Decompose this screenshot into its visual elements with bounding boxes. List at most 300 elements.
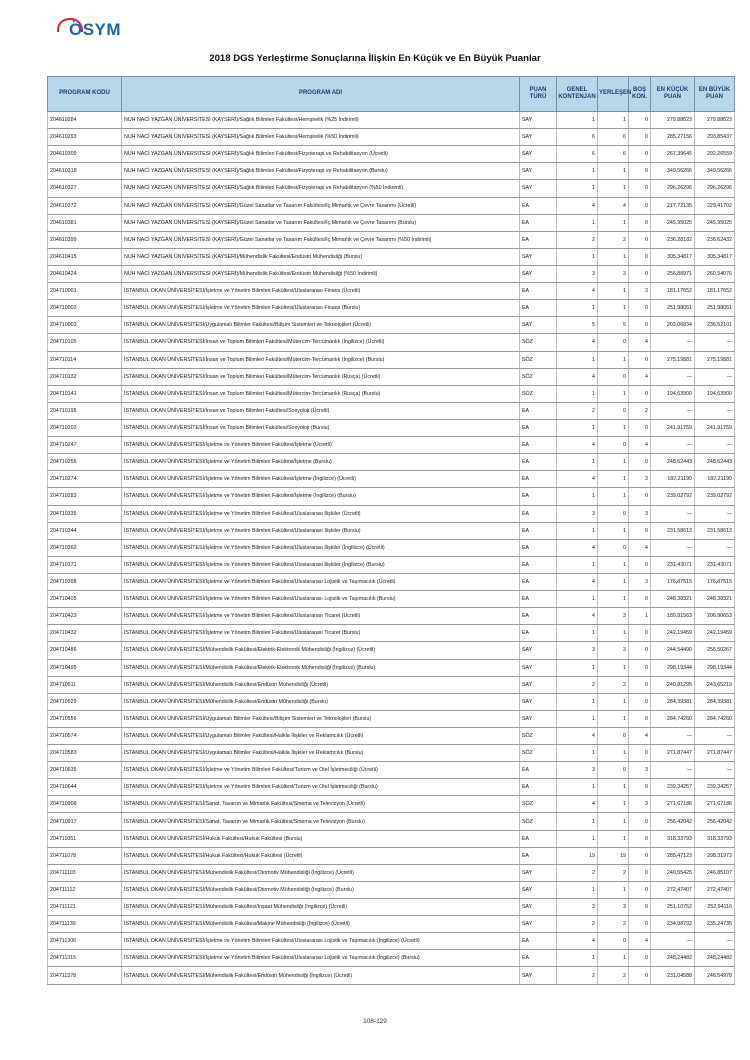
min-score-cell: 239,34257 [651,779,695,796]
empty-quota-cell: 0 [629,351,651,368]
empty-quota-cell: 0 [629,556,651,573]
placed-cell: 1 [598,556,629,573]
program-code-cell: 204610318 [48,163,122,180]
table-row [48,967,735,984]
empty-quota-cell: 0 [629,864,651,881]
min-score-cell: 251,10752 [651,899,695,916]
program-name-cell: NUH NACİ YAZGAN ÜNİVERSİTESİ (KAYSERİ)/Sağlık Bilimleri Fakültesi/Fizyoterapi ve Rehabilitasyon (%50 İndirimli) [122,180,520,197]
empty-quota-cell: 0 [629,642,651,659]
program-name-cell: İSTANBUL OKAN ÜNİVERSİTESİ/İnsan ve Toplum Bilimleri Fakültesi/Sosyoloji (Ücretli) [122,402,520,419]
max-score-cell: — [695,368,735,385]
max-score-cell: 236,52101 [695,317,735,334]
table-row [48,556,735,573]
program-code-cell: 204710002 [48,300,122,317]
max-score-cell: 239,34257 [695,779,735,796]
score-type-cell: EA [520,471,557,488]
program-code-cell: 204710247 [48,437,122,454]
min-score-cell: 248,24482 [651,950,695,967]
score-type-cell: EA [520,933,557,950]
placed-cell: 0 [598,402,629,419]
placed-cell: 1 [598,659,629,676]
max-score-cell: 284,74260 [695,710,735,727]
table-row [48,847,735,864]
max-score-cell: 252,94116 [695,899,735,916]
min-score-cell: 285,27156 [651,129,695,146]
empty-quota-cell: 0 [629,265,651,282]
program-code-cell: 204710283 [48,488,122,505]
column-header-puan-turu: PUAN TÜRÜ [520,77,557,112]
score-type-cell: SÖZ [520,385,557,402]
placed-cell: 2 [598,916,629,933]
score-type-cell: SAY [520,146,557,163]
table-row [48,727,735,744]
column-header-yerlesen: YERLEŞEN [598,77,629,112]
min-score-cell: — [651,727,695,744]
table-row [48,351,735,368]
max-score-cell: 206,90653 [695,608,735,625]
max-score-cell: 298,19344 [695,659,735,676]
placed-cell: 1 [598,248,629,265]
min-score-cell: — [651,437,695,454]
max-score-cell: 256,50267 [695,642,735,659]
empty-quota-cell: 4 [629,334,651,351]
empty-quota-cell: 4 [629,368,651,385]
max-score-cell: — [695,334,735,351]
placed-cell: 2 [598,967,629,984]
max-score-cell: 231,43071 [695,556,735,573]
empty-quota-cell: 4 [629,539,651,556]
max-score-cell: 251,98051 [695,300,735,317]
program-name-cell: İSTANBUL OKAN ÜNİVERSİTESİ/İşletme ve Yönetim Bilimleri Fakültesi/Uluslararası İlişkiler (İngilizce) (Ücretli) [122,539,520,556]
table-row [48,608,735,625]
placed-cell: 3 [598,265,629,282]
score-type-cell: EA [520,283,557,300]
program-name-cell: İSTANBUL OKAN ÜNİVERSİTESİ/İnsan ve Toplum Bilimleri Fakültesi/Mütercim-Tercümanlık (Rusça) (Ücretli) [122,368,520,385]
program-name-cell: İSTANBUL OKAN ÜNİVERSİTESİ/İşletme ve Yönetim Bilimleri Fakültesi/Uluslararası Lojistik ve Taşımacılık (Burslu) [122,591,520,608]
table-row [48,300,735,317]
empty-quota-cell: 3 [629,573,651,590]
program-code-cell: 204710256 [48,454,122,471]
score-type-cell: SAY [520,265,557,282]
program-code-cell: 204710917 [48,813,122,830]
quota-cell: 19 [557,847,598,864]
max-score-cell: 248,24482 [695,950,735,967]
program-code-cell: 204711051 [48,830,122,847]
score-type-cell: SAY [520,710,557,727]
table-row [48,265,735,282]
table-row [48,385,735,402]
max-score-cell: 246,85107 [695,864,735,881]
program-code-cell: 204710908 [48,796,122,813]
table-row [48,950,735,967]
max-score-cell: — [695,437,735,454]
empty-quota-cell: 0 [629,488,651,505]
program-code-cell: 204710432 [48,625,122,642]
placed-cell: 2 [598,864,629,881]
min-score-cell: — [651,505,695,522]
quota-cell: 1 [557,248,598,265]
table-row [48,419,735,436]
quota-cell: 1 [557,300,598,317]
min-score-cell: 271,67186 [651,796,695,813]
max-score-cell: 292,26559 [695,146,735,163]
placed-cell: 1 [598,454,629,471]
placed-cell: 0 [598,437,629,454]
quota-cell: 1 [557,214,598,231]
program-code-cell: 204710141 [48,385,122,402]
program-name-cell: NUH NACİ YAZGAN ÜNİVERSİTESİ (KAYSERİ)/Sağlık Bilimleri Fakültesi/Hemşirelik (%25 İndirimli) [122,112,520,129]
score-type-cell: SÖZ [520,796,557,813]
program-name-cell: İSTANBUL OKAN ÜNİVERSİTESİ/Hukuk Fakültesi/Hukuk Fakültesi (Burslu) [122,830,520,847]
program-code-cell: 204711306 [48,933,122,950]
program-code-cell: 204711139 [48,916,122,933]
program-code-cell: 204711103 [48,864,122,881]
table-row [48,864,735,881]
quota-cell: 1 [557,419,598,436]
placed-cell: 4 [598,197,629,214]
empty-quota-cell: 0 [629,625,651,642]
empty-quota-cell: 0 [629,881,651,898]
min-score-cell: 217,72135 [651,197,695,214]
min-score-cell: 239,02792 [651,488,695,505]
quota-cell: 1 [557,488,598,505]
program-name-cell: İSTANBUL OKAN ÜNİVERSİTESİ/Mühendislik Fakültesi/Endüstri Mühendisliği (Ücretli) [122,676,520,693]
max-score-cell: 235,24735 [695,916,735,933]
min-score-cell: 244,54490 [651,642,695,659]
placed-cell: 3 [598,608,629,625]
quota-cell: 4 [557,471,598,488]
max-score-cell: 242,19459 [695,625,735,642]
placed-cell: 1 [598,881,629,898]
table-row [48,539,735,556]
table-row [48,402,735,419]
program-code-cell: 204710371 [48,556,122,573]
program-name-cell: İSTANBUL OKAN ÜNİVERSİTESİ/Uygulamalı Bilimler Fakültesi/Halkla İlişkiler ve Reklamcılık (Ücretli) [122,727,520,744]
table-row [48,933,735,950]
score-type-cell: EA [520,539,557,556]
score-type-cell: SAY [520,248,557,265]
placed-cell: 3 [598,642,629,659]
max-score-cell: — [695,727,735,744]
score-type-cell: SAY [520,112,557,129]
empty-quota-cell: 0 [629,300,651,317]
empty-quota-cell: 0 [629,129,651,146]
quota-cell: 3 [557,762,598,779]
min-score-cell: 194,63900 [651,385,695,402]
score-type-cell: SAY [520,864,557,881]
program-code-cell: 204710405 [48,591,122,608]
quota-cell: 4 [557,608,598,625]
table-row [48,146,735,163]
placed-cell: 19 [598,847,629,864]
program-code-cell: 204710335 [48,505,122,522]
placed-cell: 1 [598,591,629,608]
min-score-cell: 231,04588 [651,967,695,984]
max-score-cell: — [695,505,735,522]
program-code-cell: 204710003 [48,317,122,334]
quota-cell: 1 [557,351,598,368]
program-name-cell: İSTANBUL OKAN ÜNİVERSİTESİ/İşletme ve Yönetim Bilimleri Fakültesi/Turizm ve Otel İşletmeciliği (Ücretli) [122,762,520,779]
empty-quota-cell: 0 [629,231,651,248]
program-code-cell: 204610284 [48,112,122,129]
program-code-cell: 204610381 [48,214,122,231]
max-score-cell: 181,17652 [695,283,735,300]
max-score-cell: 229,41702 [695,197,735,214]
score-type-cell: EA [520,779,557,796]
score-type-cell: EA [520,573,557,590]
program-name-cell: İSTANBUL OKAN ÜNİVERSİTESİ/Uygulamalı Bilimler Fakültesi/Bilişim Sistemleri ve Teknolojileri (Ücretli) [122,317,520,334]
placed-cell: 1 [598,112,629,129]
min-score-cell: 189,81563 [651,608,695,625]
program-name-cell: İSTANBUL OKAN ÜNİVERSİTESİ/İşletme ve Yönetim Bilimleri Fakültesi/Uluslararası Finans (Burslu) [122,300,520,317]
quota-cell: 1 [557,710,598,727]
program-code-cell: 204710635 [48,762,122,779]
max-score-cell: 298,31973 [695,847,735,864]
table-row [48,813,735,830]
program-name-cell: İSTANBUL OKAN ÜNİVERSİTESİ/İşletme ve Yönetim Bilimleri Fakültesi/Uluslararası Lojistik ve Taşımacılık (Ücretli) [122,573,520,590]
min-score-cell: 296,26296 [651,180,695,197]
quota-cell: 1 [557,556,598,573]
program-name-cell: İSTANBUL OKAN ÜNİVERSİTESİ/İşletme ve Yönetim Bilimleri Fakültesi/İşletme (Burslu) [122,454,520,471]
score-type-cell: EA [520,556,557,573]
max-score-cell: 246,54978 [695,967,735,984]
program-name-cell: İSTANBUL OKAN ÜNİVERSİTESİ/İşletme ve Yönetim Bilimleri Fakültesi/Uluslararası İlişkiler (Ücretli) [122,505,520,522]
score-type-cell: SÖZ [520,351,557,368]
max-score-cell: 239,02792 [695,488,735,505]
placed-cell: 0 [598,539,629,556]
placed-cell: 0 [598,762,629,779]
min-score-cell: 298,19344 [651,659,695,676]
table-row [48,437,735,454]
program-name-cell: İSTANBUL OKAN ÜNİVERSİTESİ/Mühendislik Fakültesi/Makine Mühendisliği (İngilizce) (Ücretli) [122,916,520,933]
table-header-row [48,77,735,112]
quota-cell: 2 [557,231,598,248]
score-type-cell: EA [520,830,557,847]
quota-cell: 3 [557,505,598,522]
score-type-cell: EA [520,488,557,505]
program-code-cell: 204710274 [48,471,122,488]
program-code-cell: 204711121 [48,899,122,916]
min-score-cell: 240,55425 [651,864,695,881]
max-score-cell: — [695,402,735,419]
quota-cell: 3 [557,899,598,916]
placed-cell: 0 [598,368,629,385]
program-code-cell: 204610327 [48,180,122,197]
empty-quota-cell: 0 [629,967,651,984]
max-score-cell: 272,47407 [695,881,735,898]
score-type-cell: EA [520,591,557,608]
empty-quota-cell: 0 [629,676,651,693]
page-number: 108-129 [363,1018,387,1025]
quota-cell: 1 [557,881,598,898]
program-code-cell: 204711078 [48,847,122,864]
quota-cell: 3 [557,642,598,659]
empty-quota-cell: 0 [629,847,651,864]
quota-cell: 6 [557,146,598,163]
placed-cell: 1 [598,214,629,231]
program-code-cell: 204710398 [48,573,122,590]
empty-quota-cell: 4 [629,933,651,950]
empty-quota-cell: 0 [629,419,651,436]
quota-cell: 5 [557,317,598,334]
osym-logo [55,18,125,48]
max-score-cell: — [695,762,735,779]
max-score-cell: 271,87447 [695,745,735,762]
empty-quota-cell: 0 [629,163,651,180]
program-code-cell: 204710132 [48,368,122,385]
program-name-cell: İSTANBUL OKAN ÜNİVERSİTESİ/Uygulamalı Bilimler Fakültesi/Halkla İlişkiler ve Reklamcılık (Burslu) [122,745,520,762]
program-name-cell: İSTANBUL OKAN ÜNİVERSİTESİ/Mühendislik Fakültesi/Endüstri Mühendisliği (Burslu) [122,693,520,710]
empty-quota-cell: 0 [629,197,651,214]
table-row [48,197,735,214]
program-name-cell: İSTANBUL OKAN ÜNİVERSİTESİ/İşletme ve Yönetim Bilimleri Fakültesi/İşletme (İngilizce) (Ücretli) [122,471,520,488]
empty-quota-cell: 3 [629,796,651,813]
score-type-cell: EA [520,625,557,642]
table-row [48,248,735,265]
quota-cell: 1 [557,659,598,676]
column-header-bos-kon: BOŞ KON. [629,77,651,112]
empty-quota-cell: 0 [629,693,651,710]
quota-cell: 4 [557,283,598,300]
placed-cell: 0 [598,727,629,744]
table-row [48,591,735,608]
table-row [48,899,735,916]
program-name-cell: İSTANBUL OKAN ÜNİVERSİTESİ/İşletme ve Yönetim Bilimleri Fakültesi/İşletme (İngilizce) (Burslu) [122,488,520,505]
table-row [48,762,735,779]
placed-cell: 1 [598,693,629,710]
placed-cell: 1 [598,163,629,180]
score-type-cell: EA [520,231,557,248]
min-score-cell: 256,88971 [651,265,695,282]
score-type-cell: SAY [520,659,557,676]
max-score-cell: 176,87515 [695,573,735,590]
empty-quota-cell: 0 [629,214,651,231]
max-score-cell: 296,26296 [695,180,735,197]
placed-cell: 6 [598,129,629,146]
table-row [48,214,735,231]
quota-cell: 1 [557,830,598,847]
max-score-cell: — [695,933,735,950]
quota-cell: 1 [557,591,598,608]
table-row [48,779,735,796]
max-score-cell: 248,62443 [695,454,735,471]
max-score-cell: 271,67186 [695,796,735,813]
min-score-cell: — [651,933,695,950]
empty-quota-cell: 0 [629,950,651,967]
table-row [48,830,735,847]
table-row [48,334,735,351]
program-code-cell: 204610415 [48,248,122,265]
program-name-cell: İSTANBUL OKAN ÜNİVERSİTESİ/Hukuk Fakültesi/Hukuk Fakültesi (Ücretli) [122,847,520,864]
program-name-cell: İSTANBUL OKAN ÜNİVERSİTESİ/Mühendislik Fakültesi/Endüstri Mühendisliği (İngilizce) (Ücretli) [122,967,520,984]
empty-quota-cell: 0 [629,317,651,334]
placed-cell: 3 [598,899,629,916]
program-name-cell: İSTANBUL OKAN ÜNİVERSİTESİ/İşletme ve Yönetim Bilimleri Fakültesi/Uluslararası Finans (Ücretli) [122,283,520,300]
program-name-cell: İSTANBUL OKAN ÜNİVERSİTESİ/İşletme ve Yönetim Bilimleri Fakültesi/Uluslararası Ticaret (Ücretli) [122,608,520,625]
score-type-cell: EA [520,300,557,317]
program-code-cell: 204711378 [48,967,122,984]
score-type-cell: SAY [520,163,557,180]
program-code-cell: 204710529 [48,693,122,710]
empty-quota-cell: 0 [629,385,651,402]
table-row [48,505,735,522]
empty-quota-cell: 0 [629,591,651,608]
program-code-cell: 204710583 [48,745,122,762]
column-header-program-kodu: PROGRAM KODU [48,77,122,112]
placed-cell: 0 [598,933,629,950]
quota-cell: 4 [557,334,598,351]
placed-cell: 1 [598,779,629,796]
quota-cell: 4 [557,197,598,214]
program-code-cell: 204710114 [48,351,122,368]
min-score-cell: 251,98051 [651,300,695,317]
table-row [48,796,735,813]
table-row [48,471,735,488]
program-name-cell: İSTANBUL OKAN ÜNİVERSİTESİ/Uygulamalı Bilimler Fakültesi/Bilişim Sistemleri ve Teknolojileri (Burslu) [122,710,520,727]
quota-cell: 2 [557,967,598,984]
quota-cell: 1 [557,779,598,796]
placed-cell: 5 [598,317,629,334]
min-score-cell: 240,81295 [651,676,695,693]
program-name-cell: İSTANBUL OKAN ÜNİVERSİTESİ/Mühendislik Fakültesi/Otomotiv Mühendisliği (İngilizce) (Ücretli) [122,864,520,881]
program-code-cell: 204710423 [48,608,122,625]
min-score-cell: 242,19459 [651,625,695,642]
max-score-cell: 275,19881 [695,351,735,368]
max-score-cell: 182,21190 [695,471,735,488]
min-score-cell: 248,62443 [651,454,695,471]
placed-cell: 1 [598,950,629,967]
empty-quota-cell: 3 [629,762,651,779]
min-score-cell: 256,42042 [651,813,695,830]
table-row [48,693,735,710]
program-code-cell: 204711315 [48,950,122,967]
empty-quota-cell: 1 [629,608,651,625]
program-name-cell: NUH NACİ YAZGAN ÜNİVERSİTESİ (KAYSERİ)/Sağlık Bilimleri Fakültesi/Fizyoterapi ve Rehabilitasyon (Burslu) [122,163,520,180]
placed-cell: 1 [598,830,629,847]
program-code-cell: 204610372 [48,197,122,214]
table-row [48,112,735,129]
empty-quota-cell: 0 [629,830,651,847]
score-type-cell: SÖZ [520,745,557,762]
table-row [48,522,735,539]
score-type-cell: SAY [520,317,557,334]
table-row [48,231,735,248]
program-name-cell: İSTANBUL OKAN ÜNİVERSİTESİ/Mühendislik Fakültesi/Elektrik-Elektronik Mühendisliği (İngilizce) (Ücretli) [122,642,520,659]
quota-cell: 4 [557,573,598,590]
table-body [48,112,735,985]
empty-quota-cell: 3 [629,471,651,488]
column-header-en-kucuk-puan: EN KÜÇÜK PUAN [651,77,695,112]
program-name-cell: NUH NACİ YAZGAN ÜNİVERSİTESİ (KAYSERİ)/Güzel Sanatlar ve Tasarım Fakültesi/İç Mimarlık ve Çevre Tasarımı (%50 İndirimli) [122,231,520,248]
placed-cell: 1 [598,419,629,436]
score-type-cell: EA [520,950,557,967]
program-code-cell: 204710644 [48,779,122,796]
quota-cell: 1 [557,454,598,471]
quota-cell: 2 [557,916,598,933]
max-score-cell: 256,42042 [695,813,735,830]
min-score-cell: 305,34817 [651,248,695,265]
min-score-cell: 271,87447 [651,745,695,762]
program-code-cell: 204610424 [48,265,122,282]
table-row [48,283,735,300]
score-type-cell: SAY [520,180,557,197]
score-type-cell: EA [520,197,557,214]
max-score-cell: 293,85437 [695,129,735,146]
quota-cell: 3 [557,265,598,282]
program-code-cell: 204610309 [48,146,122,163]
program-name-cell: İSTANBUL OKAN ÜNİVERSİTESİ/İşletme ve Yönetim Bilimleri Fakültesi/Uluslararası Ticaret (Burslu) [122,625,520,642]
placed-cell: 1 [598,488,629,505]
